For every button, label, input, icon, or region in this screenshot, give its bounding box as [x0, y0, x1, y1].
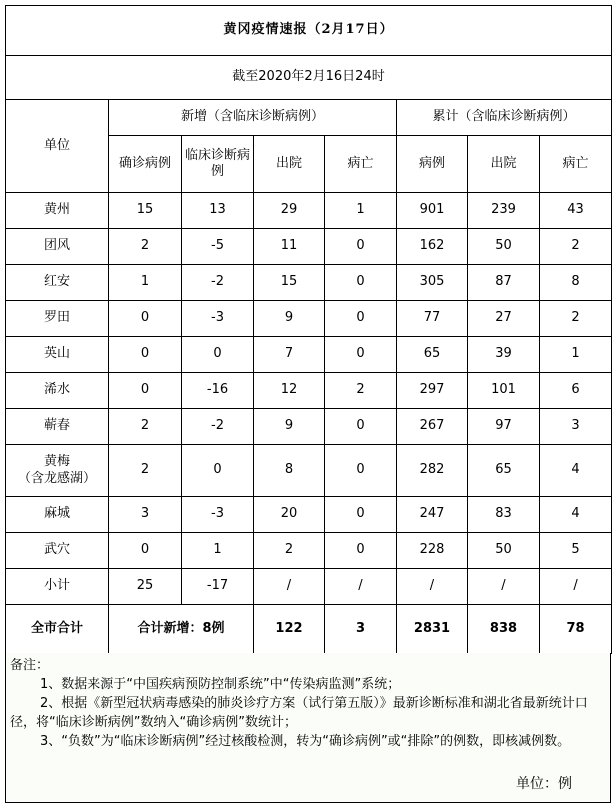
- table-row: [6, 497, 612, 533]
- total-cum-discharged: 838: [468, 605, 540, 654]
- cell-value: 162: [397, 229, 468, 265]
- cell-value: 0: [325, 229, 397, 265]
- new-clinical-header: 临床诊断病例: [182, 136, 254, 193]
- cell-value: 83: [468, 497, 540, 533]
- cell-value: 15: [254, 265, 325, 301]
- cell-value: 239: [468, 193, 540, 229]
- unit-name-text: 英山: [43, 346, 70, 362]
- unit-name-text: 麻城: [43, 506, 70, 522]
- cell-value: 297: [397, 373, 468, 409]
- unit-name-text: 黄州: [43, 202, 70, 218]
- new-confirmed-header: 确诊病例: [109, 136, 182, 193]
- report-subtitle: 截至2020年2月16日24时: [6, 56, 612, 100]
- cell-value: 0: [109, 533, 182, 569]
- cell-value: 305: [397, 265, 468, 301]
- row-unit-name: [6, 533, 109, 569]
- report-title: 黄冈疫情速报（2月17日）: [6, 6, 612, 56]
- unit-name-text: 黄梅: [43, 454, 70, 470]
- total-row: [6, 605, 612, 654]
- row-unit-name: [6, 445, 109, 497]
- cum-cases-header: 病例: [397, 136, 468, 193]
- cell-value: 3: [109, 497, 182, 533]
- note-item: 2、根据《新型冠状病毒感染的肺炎诊疗方案（试行第五版）》最新诊断标准和湖北省最新统计口径，将“临床诊断病例”数纳入“确诊病例”数统计；: [10, 696, 588, 730]
- cell-value: /: [397, 569, 468, 605]
- cell-value: 0: [109, 337, 182, 373]
- cell-value: 11: [254, 229, 325, 265]
- cell-value: -2: [182, 265, 254, 301]
- table-row: [6, 193, 612, 229]
- new-group-header: 新增（含临床诊断病例）: [109, 100, 397, 136]
- cell-value: 13: [182, 193, 254, 229]
- table-row: [6, 229, 612, 265]
- cell-value: 27: [468, 301, 540, 337]
- cell-value: 65: [468, 445, 540, 497]
- cell-value: 4: [540, 445, 612, 497]
- unit-name-text: 罗田: [43, 310, 70, 326]
- row-unit-name: [6, 301, 109, 337]
- cell-value: 101: [468, 373, 540, 409]
- new-discharged-header: 出院: [254, 136, 325, 193]
- row-unit-name: [6, 229, 109, 265]
- cum-deaths-header: 病亡: [540, 136, 612, 193]
- total-table: [5, 604, 612, 654]
- cell-value: 0: [325, 445, 397, 497]
- notes-heading: 备注：: [10, 658, 50, 673]
- cell-value: 282: [397, 445, 468, 497]
- unit-name-text: 团风: [43, 238, 70, 254]
- cell-value: 9: [254, 301, 325, 337]
- cum-discharged-header: 出院: [468, 136, 540, 193]
- cell-value: 1: [109, 265, 182, 301]
- cell-value: 77: [397, 301, 468, 337]
- cell-value: 228: [397, 533, 468, 569]
- epidemic-table: [5, 5, 612, 605]
- row-unit-name: [6, 337, 109, 373]
- total-new-deaths: 3: [325, 605, 397, 654]
- cell-value: 267: [397, 409, 468, 445]
- cell-value: 0: [325, 301, 397, 337]
- notes-box: [5, 653, 611, 803]
- cell-value: /: [540, 569, 612, 605]
- cell-value: /: [325, 569, 397, 605]
- unit-name-text: 浠水: [43, 382, 70, 398]
- table-row: [6, 569, 612, 605]
- cell-value: 4: [540, 497, 612, 533]
- cell-value: 12: [254, 373, 325, 409]
- cell-value: 43: [540, 193, 612, 229]
- unit-name-text: 武穴: [43, 542, 70, 558]
- unit-name-text: 蕲春: [43, 418, 70, 434]
- cell-value: 0: [325, 265, 397, 301]
- cell-value: 15: [109, 193, 182, 229]
- table-row: [6, 533, 612, 569]
- cell-value: 2: [109, 445, 182, 497]
- cell-value: 2: [109, 229, 182, 265]
- unit-label: 单位：例: [516, 776, 572, 792]
- cell-value: 0: [325, 409, 397, 445]
- cell-value: -17: [182, 569, 254, 605]
- cell-value: 2: [254, 533, 325, 569]
- cell-value: 29: [254, 193, 325, 229]
- table-row: [6, 445, 612, 497]
- table-row: [6, 373, 612, 409]
- cell-value: -16: [182, 373, 254, 409]
- unit-name-text: 小计: [43, 578, 70, 594]
- cell-value: 1: [182, 533, 254, 569]
- note-item: 1、数据来源于“中国疾病预防控制系统”中“传染病监测”系统；: [40, 677, 401, 692]
- cell-value: 0: [109, 373, 182, 409]
- cell-value: 87: [468, 265, 540, 301]
- table-row: [6, 409, 612, 445]
- cell-value: 901: [397, 193, 468, 229]
- cumulative-group-header: 累计（含临床诊断病例）: [397, 100, 612, 136]
- cell-value: 0: [325, 337, 397, 373]
- total-cum-cases: 2831: [397, 605, 468, 654]
- table-row: [6, 301, 612, 337]
- unit-name-sub: （含龙感湖）: [17, 470, 96, 486]
- cell-value: 1: [325, 193, 397, 229]
- row-unit-name: [6, 265, 109, 301]
- cell-value: 1: [540, 337, 612, 373]
- cell-value: 97: [468, 409, 540, 445]
- row-unit-name: [6, 373, 109, 409]
- unit-column-header: 单位: [6, 100, 109, 193]
- cell-value: 65: [397, 337, 468, 373]
- row-unit-name: [6, 193, 109, 229]
- row-unit-name: [6, 497, 109, 533]
- cell-value: -3: [182, 301, 254, 337]
- note-item: 3、“负数”为“临床诊断病例”经过核酸检测，转为“确诊病例”或“排除”的例数，即核减例数。: [40, 734, 571, 749]
- cell-value: /: [468, 569, 540, 605]
- cell-value: 0: [109, 301, 182, 337]
- total-new-cases: 合计新增：8例: [109, 605, 254, 654]
- cell-value: 8: [540, 265, 612, 301]
- cell-value: 0: [182, 337, 254, 373]
- cell-value: 0: [325, 533, 397, 569]
- cell-value: 8: [254, 445, 325, 497]
- cell-value: 3: [540, 409, 612, 445]
- cell-value: -5: [182, 229, 254, 265]
- cell-value: 25: [109, 569, 182, 605]
- unit-name-text: 红安: [43, 274, 70, 290]
- cell-value: 2: [109, 409, 182, 445]
- cell-value: 39: [468, 337, 540, 373]
- cell-value: 20: [254, 497, 325, 533]
- cell-value: 50: [468, 533, 540, 569]
- cell-value: 2: [325, 373, 397, 409]
- cell-value: -2: [182, 409, 254, 445]
- total-label: 全市合计: [6, 605, 109, 654]
- cell-value: 247: [397, 497, 468, 533]
- cell-value: 50: [468, 229, 540, 265]
- cell-value: 2: [540, 301, 612, 337]
- total-new-discharged: 122: [254, 605, 325, 654]
- cell-value: 6: [540, 373, 612, 409]
- cell-value: 5: [540, 533, 612, 569]
- cell-value: 9: [254, 409, 325, 445]
- table-row: [6, 337, 612, 373]
- report-sheet: [5, 5, 611, 803]
- total-cum-deaths: 78: [540, 605, 612, 654]
- cell-value: 2: [540, 229, 612, 265]
- row-unit-name: [6, 409, 109, 445]
- cell-value: 7: [254, 337, 325, 373]
- cell-value: 0: [182, 445, 254, 497]
- row-unit-name: [6, 569, 109, 605]
- table-row: [6, 265, 612, 301]
- cell-value: 0: [325, 497, 397, 533]
- new-deaths-header: 病亡: [325, 136, 397, 193]
- cell-value: -3: [182, 497, 254, 533]
- cell-value: /: [254, 569, 325, 605]
